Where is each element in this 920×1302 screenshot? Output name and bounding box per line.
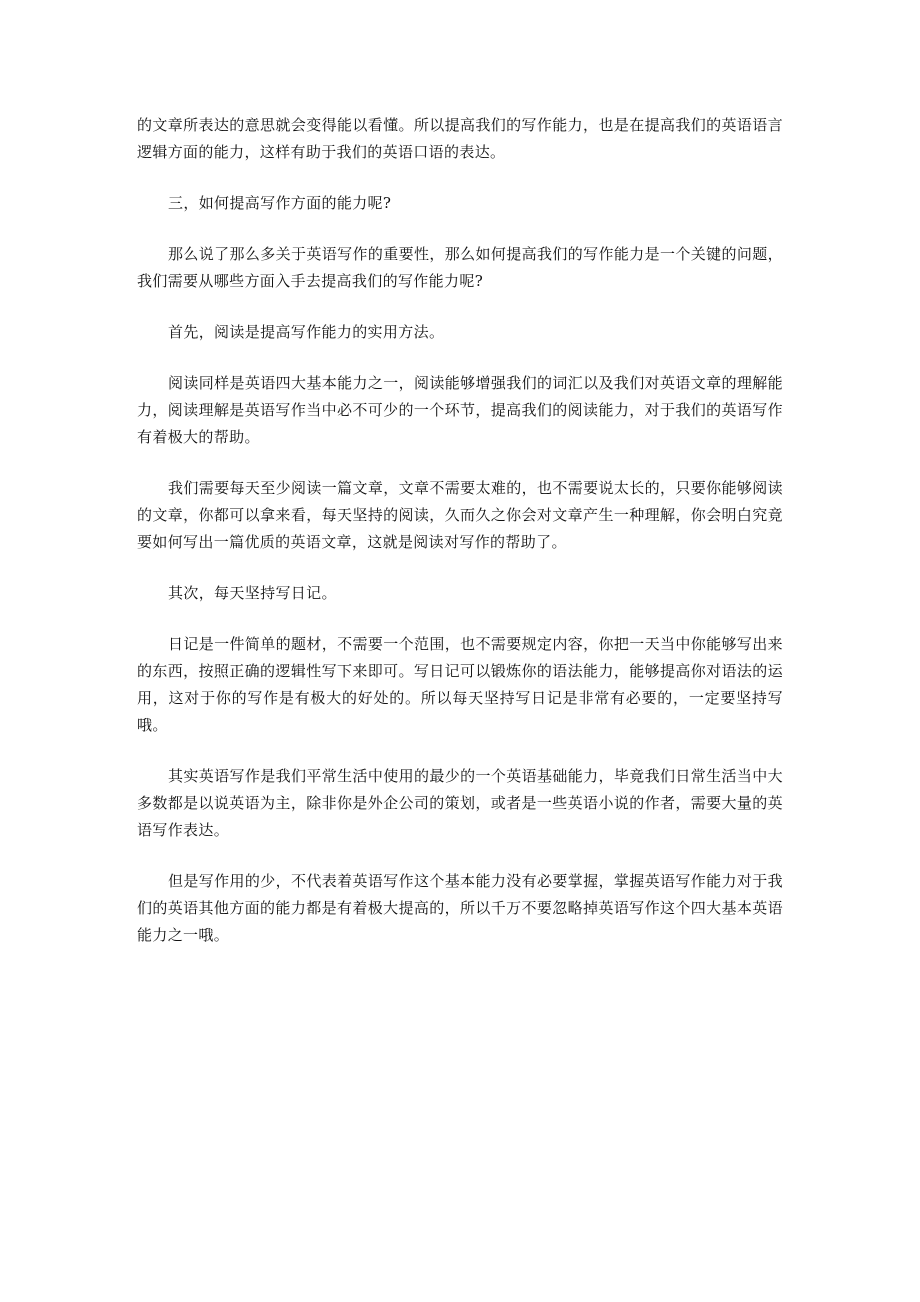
paragraph: 那么说了那么多关于英语写作的重要性，那么如何提高我们的写作能力是一个关键的问题，我们需要从哪些方面入手去提高我们的写作能力呢? [137, 245, 783, 290]
paragraph: 阅读同样是英语四大基本能力之一，阅读能够增强我们的词汇以及我们对英语文章的理解能力，阅读理解是英语写作当中必不可少的一个环节，提高我们的阅读能力，对于我们的英语写作有着极大的帮助。 [137, 374, 783, 446]
paragraph: 但是写作用的少，不代表着英语写作这个基本能力没有必要掌握，掌握英语写作能力对于我们的英语其他方面的能力都是有着极大提高的，所以千万不要忽略掉英语写作这个四大基本英语能力之一哦。 [137, 872, 783, 944]
subheading-reading: 首先，阅读是提高写作能力的实用方法。 [168, 323, 445, 341]
section-heading: 三，如何提高写作方面的能力呢? [168, 194, 392, 212]
paragraph: 其实英语写作是我们平常生活中使用的最少的一个英语基础能力，毕竟我们日常生活当中大多数都是以说英语为主，除非你是外企公司的策划，或者是一些英语小说的作者，需要大量的英语写作表达。 [137, 767, 783, 839]
paragraph: 日记是一件简单的题材，不需要一个范围，也不需要规定内容，你把一天当中你能够写出来的东西，按照正确的逻辑性写下来即可。写日记可以锻炼你的语法能力，能够提高你对语法的运用，这对于你的写作是有极大的好处的。所以每天坚持写日记是非常有必要的，一定要坚持写哦。 [137, 635, 783, 734]
paragraph-continued: 的文章所表达的意思就会变得能以看懂。所以提高我们的写作能力，也是在提高我们的英语语言逻辑方面的能力，这样有助于我们的英语口语的表达。 [137, 116, 783, 161]
subheading-diary: 其次，每天坚持写日记。 [168, 584, 337, 602]
paragraph: 我们需要每天至少阅读一篇文章，文章不需要太难的，也不需要说太长的，只要你能够阅读的文章，你都可以拿来看，每天坚持的阅读，久而久之你会对文章产生一种理解，你会明白究竟要如何写出一篇优质的英语文章，这就是阅读对写作的帮助了。 [137, 479, 783, 551]
document-page [137, 112, 783, 973]
